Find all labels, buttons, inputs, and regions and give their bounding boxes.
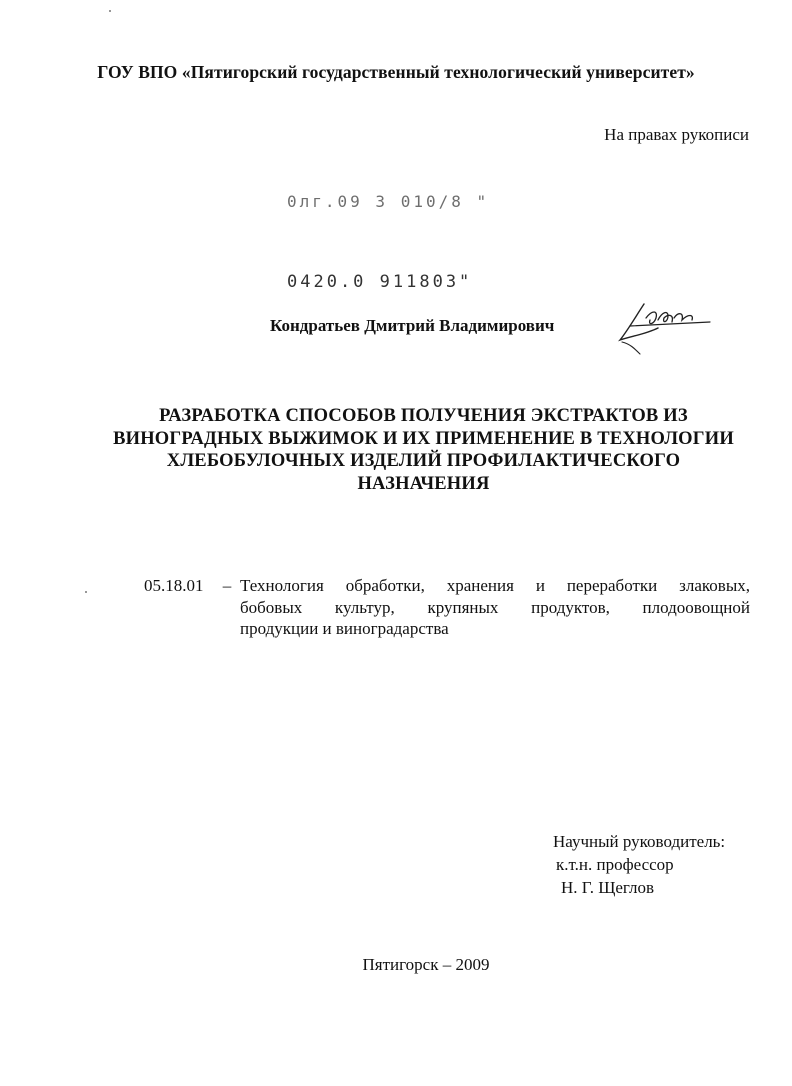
specialty-dash: – [222, 576, 232, 595]
title-line: РАЗРАБОТКА СПОСОБОВ ПОЛУЧЕНИЯ ЭКСТРАКТОВ ИЗ [159, 406, 688, 426]
scan-speck [85, 591, 87, 593]
author-name: Кондратьев Дмитрий Владимирович [270, 316, 555, 335]
supervisor-label: Научный руководитель: [553, 832, 726, 851]
stamp-code-2: 0420.0 911803" [287, 272, 473, 292]
supervisor-name: Н. Г. Щеглов [561, 878, 655, 897]
specialty-line: продукции и виноградарства [240, 619, 449, 638]
stamp-code-1: 0лг.09 3 010/8 " [287, 192, 490, 211]
title-line: НАЗНАЧЕНИЯ [357, 473, 490, 494]
scan-speck [109, 10, 111, 12]
dissertation-title [95, 405, 752, 495]
place-and-year: Пятигорск – 2009 [362, 955, 490, 974]
supervisor-degree: к.т.н. профессор [556, 855, 674, 874]
supervisor-block [553, 830, 725, 899]
title-line: ХЛЕБОБУЛОЧНЫХ ИЗДЕЛИЙ ПРОФИЛАКТИЧЕСКОГО [166, 451, 681, 471]
specialty-line: Технология обработки, хранения и переработки злаковых, [240, 576, 750, 595]
specialty-line: бобовых культур, крупяных продуктов, плодоовощной [240, 597, 750, 617]
author-signature [606, 296, 716, 356]
specialty-code: 05.18.01 [144, 576, 204, 595]
institution-name: ГОУ ВПО «Пятигорский государственный технологический университет» [97, 62, 695, 82]
manuscript-rights-note: На правах рукописи [604, 125, 749, 144]
title-line: ВИНОГРАДНЫХ ВЫЖИМОК И ИХ ПРИМЕНЕНИЕ В ТЕХНОЛОГИИ [113, 428, 734, 449]
specialty-block [144, 575, 750, 640]
